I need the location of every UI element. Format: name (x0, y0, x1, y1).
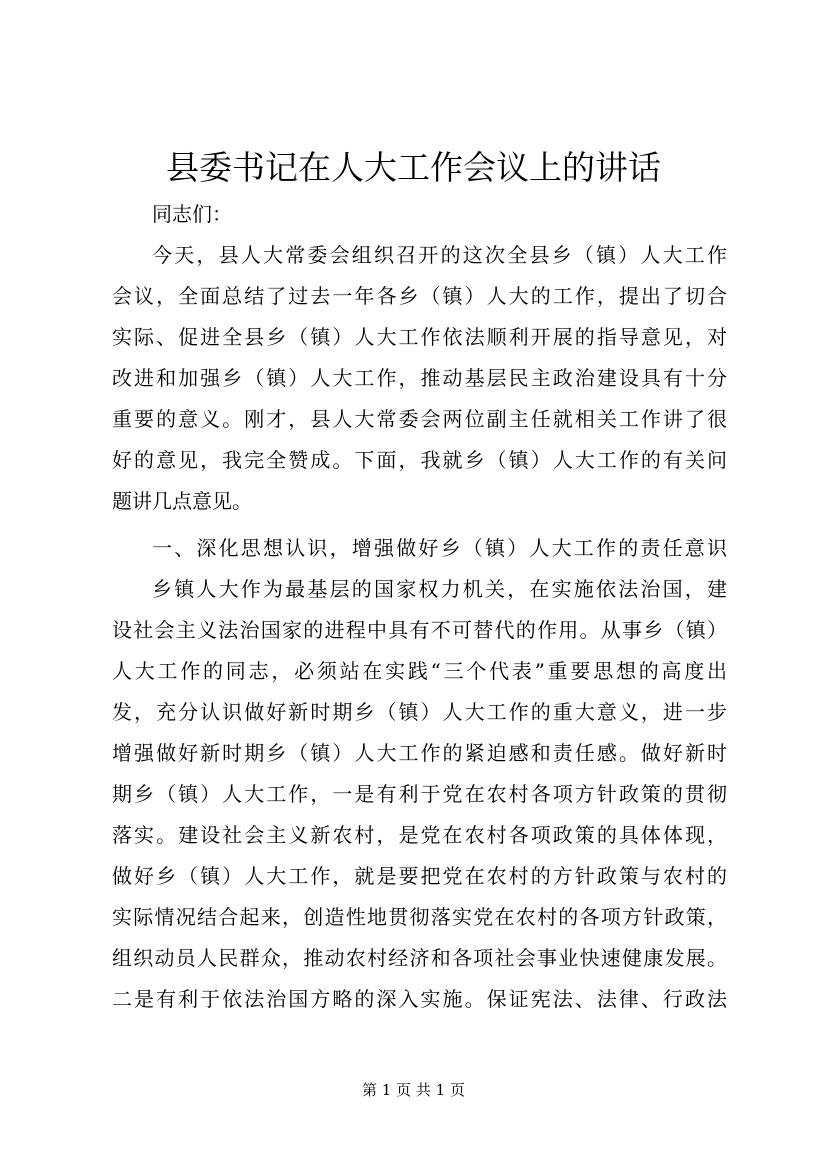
salutation: 同志们： (152, 202, 232, 226)
body-line: 增强做好新时期乡（镇）人大工作的紧迫感和责任感。做好新时 (112, 741, 727, 765)
body-line: 二是有利于依法治国方略的深入实施。保证宪法、法律、行政法 (112, 987, 727, 1011)
body-line: 实际、促进全县乡（镇）人大工作依法顺利开展的指导意见，对 (112, 325, 727, 349)
body-line: 人大工作的同志，必须站在实践“三个代表”重要思想的高度出 (112, 659, 727, 683)
body-line: 设社会主义法治国家的进程中具有不可替代的作用。从事乡（镇） (112, 618, 727, 642)
body-line: 发，充分认识做好新时期乡（镇）人大工作的重大意义，进一步 (112, 700, 727, 724)
body-line: 乡镇人大作为最基层的国家权力机关，在实施依法治国，建 (152, 577, 727, 601)
body-line: 会议，全面总结了过去一年各乡（镇）人大的工作，提出了切合 (112, 284, 727, 308)
body-line: 期乡（镇）人大工作，一是有利于党在农村各项方针政策的贯彻 (112, 782, 727, 806)
body-line: 做好乡（镇）人大工作，就是要把党在农村的方针政策与农村的 (112, 864, 727, 888)
body-line: 落实。建设社会主义新农村，是党在农村各项政策的具体体现， (112, 823, 727, 847)
body-line: 重要的意义。刚才，县人大常委会两位副主任就相关工作讲了很 (112, 407, 727, 431)
section-heading: 一、深化思想认识，增强做好乡（镇）人大工作的责任意识 (152, 536, 727, 560)
document-title: 县委书记在人大工作会议上的讲话 (166, 148, 661, 187)
body-line: 好的意见，我完全赞成。下面，我就乡（镇）人大工作的有关问 (112, 448, 727, 472)
body-line: 今天，县人大常委会组织召开的这次全县乡（镇）人大工作 (152, 243, 727, 267)
body-line: 题讲几点意见。 (112, 489, 252, 513)
body-line: 改进和加强乡（镇）人大工作，推动基层民主政治建设具有十分 (112, 366, 727, 390)
body-line: 实际情况结合起来，创造性地贯彻落实党在农村的各项方针政策， (112, 905, 727, 929)
body-line: 组织动员人民群众，推动农村经济和各项社会事业快速健康发展。 (112, 946, 727, 970)
page-footer: 第 1 页 共 1 页 (362, 1081, 465, 1099)
